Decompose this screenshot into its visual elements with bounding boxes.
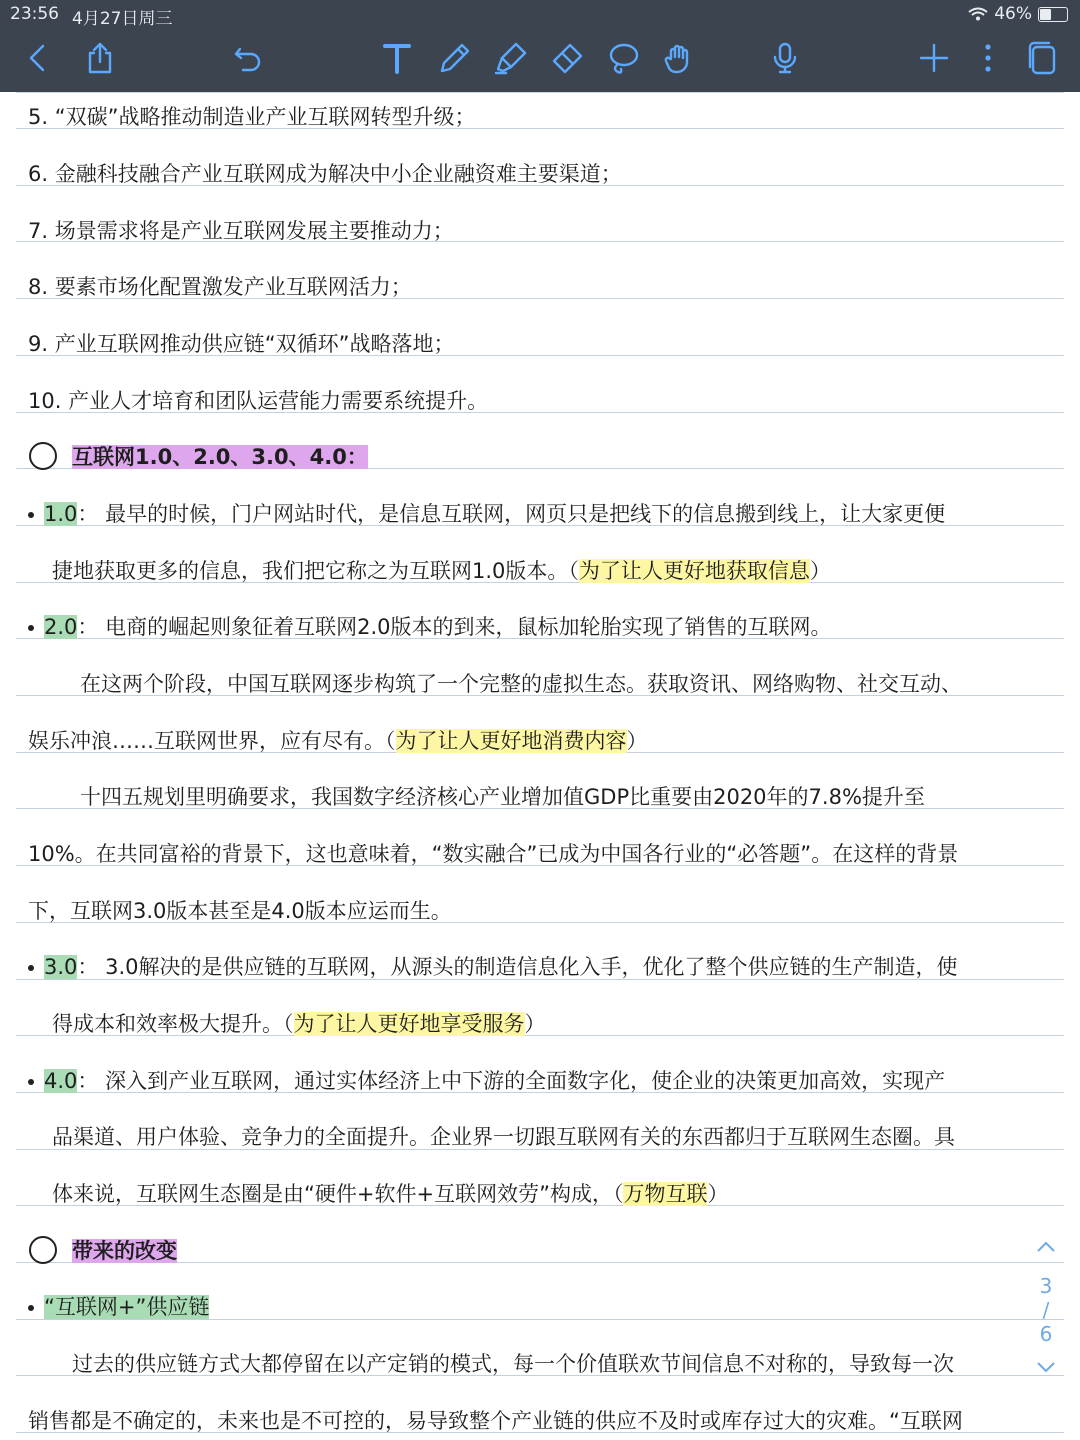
bullet-dot-icon (28, 965, 34, 971)
bullet-text: 体来说，互联网生态圈是由“硬件+软件+互联网效劳”构成，（ (52, 1182, 624, 1206)
bullet-2-0 (28, 612, 831, 642)
bullet-1-0 (28, 499, 945, 529)
circle-bullet-icon (29, 442, 57, 470)
paragraph-3-cont: 销售都是不确定的，未来也是不可控的，易导致整个产业链的供应不及时或库存过大的灾难。“互联网 (28, 1409, 963, 1433)
eraser-icon[interactable] (547, 38, 587, 78)
heading-highlight: 带来的改变 (72, 1239, 177, 1263)
version-tag-1-0: 1.0 (44, 502, 78, 526)
bullet-4-0-cont2 (52, 1179, 728, 1209)
paragraph-1-cont (28, 726, 648, 756)
bullet-text: ： 深入到产业互联网，通过实体经济上中下游的全面数字化，使企业的决策更加高效，实现产 (77, 1069, 946, 1093)
bullet-text: 捷地获取更多的信息，我们把它称之为互联网1.0版本。（ (52, 559, 579, 583)
list-item-8: 8. 要素市场化配置激发产业互联网活力； (28, 275, 412, 299)
green-highlight: “互联网+”供应链 (44, 1295, 210, 1319)
current-page: 3 (1039, 1274, 1053, 1298)
hand-icon[interactable] (659, 38, 699, 78)
paragraph-text: 娱乐冲浪……互联网世界，应有尽有。（ (28, 729, 396, 753)
bullet-supply-chain (28, 1292, 209, 1322)
total-pages: 6 (1039, 1322, 1053, 1346)
paragraph-2-cont2: 下，互联网3.0版本甚至是4.0版本应运而生。 (28, 899, 452, 923)
back-icon[interactable] (18, 38, 58, 78)
version-tag-3-0: 3.0 (44, 955, 78, 979)
lasso-icon[interactable] (603, 38, 643, 78)
bullet-text-end: ） (809, 559, 831, 583)
bullet-text: ： 电商的崛起则象征着互联网2.0版本的到来，鼠标加轮胎实现了销售的互联网。 (77, 615, 832, 639)
page-up-icon[interactable] (1026, 1236, 1066, 1260)
paragraph-2: 十四五规划里明确要求，我国数字经济核心产业增加值GDP比重要由2020年的7.8%提升至 (80, 785, 925, 809)
bullet-dot-icon (28, 512, 34, 518)
yellow-highlight: 为了让人更好地享受服务 (293, 1012, 525, 1036)
list-item-10: 10. 产业人才培育和团队运营能力需要系统提升。 (28, 389, 489, 413)
paragraph-2-cont: 10%。在共同富裕的背景下，这也意味着，“数实融合”已成为中国各行业的“必答题”。在这样的背景 (28, 842, 959, 866)
add-page-icon[interactable] (914, 38, 954, 78)
page-separator: / (1042, 1298, 1050, 1322)
bullet-text-end: ） (524, 1012, 546, 1036)
yellow-highlight: 为了让人更好地获取信息 (578, 559, 810, 583)
bullet-text-end: ） (707, 1182, 729, 1206)
circle-bullet-icon (29, 1236, 57, 1264)
bullet-4-0-cont: 品渠道、用户体验、竞争力的全面提升。企业界一切跟互联网有关的东西都归于互联网生态圈。具 (52, 1125, 955, 1149)
share-icon[interactable] (80, 38, 120, 78)
list-item-7: 7. 场景需求将是产业互联网发展主要推动力； (28, 219, 454, 243)
bullet-dot-icon (28, 1305, 34, 1311)
page-down-icon[interactable] (1026, 1356, 1066, 1380)
status-time: 23:56 (10, 4, 59, 24)
battery-icon (1038, 7, 1068, 22)
section-heading-versions (72, 442, 368, 472)
yellow-highlight: 万物互联 (623, 1182, 708, 1206)
yellow-highlight: 为了让人更好地消费内容 (395, 729, 627, 753)
bullet-3-0-cont (52, 1009, 546, 1039)
status-right (968, 4, 1068, 24)
bullet-4-0 (28, 1066, 945, 1096)
bullet-dot-icon (28, 1079, 34, 1085)
bullet-text: 得成本和效率极大提升。（ (52, 1012, 294, 1036)
page-indicator[interactable] (1026, 1236, 1066, 1380)
list-item-6: 6. 金融科技融合产业互联网成为解决中小企业融资难主要渠道； (28, 162, 622, 186)
list-item-9: 9. 产业互联网推动供应链“双循环”战略落地； (28, 332, 455, 356)
note-page[interactable] (0, 92, 1080, 1440)
battery-fill (1040, 9, 1051, 20)
text-tool-icon[interactable] (377, 38, 417, 78)
top-bar (0, 0, 1080, 92)
microphone-icon[interactable] (765, 38, 805, 78)
bullet-text: ： 3.0解决的是供应链的互联网，从源头的制造信息化入手，优化了整个供应链的生产制造，使 (77, 955, 958, 979)
bullet-text: ： 最早的时候，门户网站时代，是信息互联网，网页只是把线下的信息搬到线上，让大家更便 (77, 502, 946, 526)
undo-icon[interactable] (228, 38, 268, 78)
section-heading-changes (72, 1236, 177, 1266)
version-tag-4-0: 4.0 (44, 1069, 78, 1093)
status-date: 4月27日周三 (72, 9, 173, 29)
paragraph-1: 在这两个阶段，中国互联网逐步构筑了一个完整的虚拟生态。获取资讯、网络购物、社交互动、 (80, 672, 962, 696)
highlighter-icon[interactable] (491, 38, 531, 78)
list-item-5: 5. “双碳”战略推动制造业产业互联网转型升级； (28, 105, 476, 129)
bullet-3-0 (28, 952, 957, 982)
pages-icon[interactable] (1022, 38, 1062, 78)
heading-highlight: 互联网1.0、2.0、3.0、4.0： (72, 445, 368, 469)
bullet-dot-icon (28, 625, 34, 631)
bullet-1-0-cont (52, 556, 831, 586)
wifi-icon (968, 7, 988, 21)
more-icon[interactable] (968, 38, 1008, 78)
paragraph-3: 过去的供应链方式大都停留在以产定销的模式，每一个价值联欢节间信息不对称的，导致每一次 (72, 1352, 954, 1376)
pen-icon[interactable] (435, 38, 475, 78)
paragraph-text-end: ） (626, 729, 648, 753)
version-tag-2-0: 2.0 (44, 615, 78, 639)
battery-percent: 46% (994, 4, 1032, 24)
